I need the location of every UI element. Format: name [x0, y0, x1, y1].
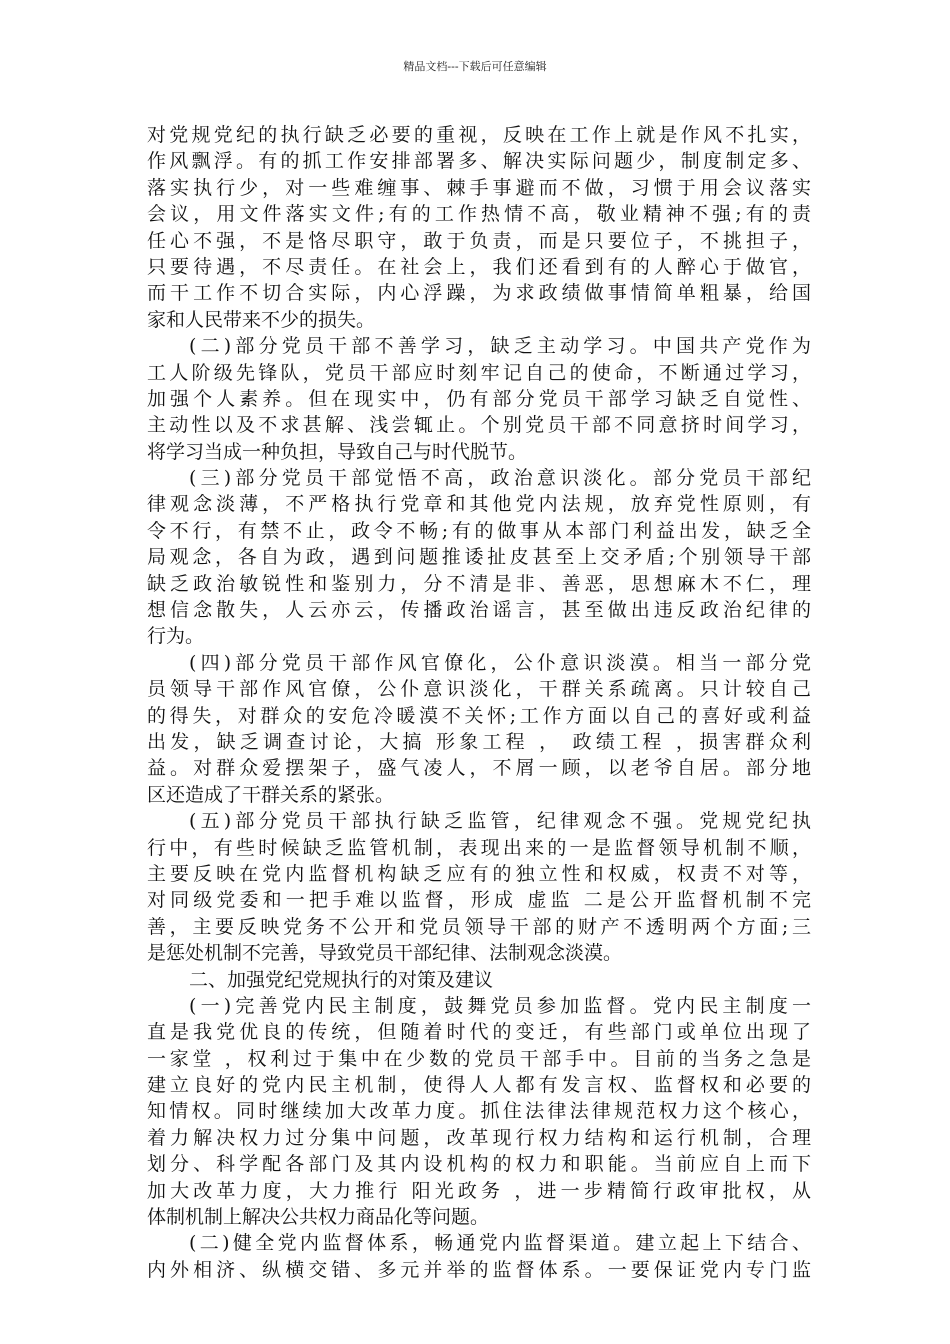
text-line: (四)部分党员干部作风官僚化，公仆意识淡漠。相当一部分党	[189, 651, 811, 674]
text-line: 缺乏政治敏锐性和鉴别力，分不清是非、善恶，思想麻木不仁，理	[147, 572, 811, 595]
text-line: 对党规党纪的执行缺乏必要的重视，反映在工作上就是作风不扎实，	[147, 124, 811, 146]
text-line: 对同级党委和一把手难以监督，形成 虚监 二是公开监督机制不完	[147, 889, 811, 912]
text-line: 落实执行少，对一些难缠事、棘手事避而不做，习惯于用会议落实	[147, 176, 811, 199]
text-line: 主要反映在党内监督机构缺乏应有的独立性和权威，权责不对等，	[147, 862, 811, 885]
text-line: 员领导干部作风官僚，公仆意识淡化，干群关系疏离。只计较自己	[147, 678, 811, 701]
page-header: 精品文档---下载后可任意编辑	[403, 60, 547, 73]
text-line: 家和人民带来不少的损失。	[147, 308, 376, 331]
text-line: 着力解决权力过分集中问题，改革现行权力结构和运行机制，合理	[147, 1126, 811, 1149]
text-line: (二)部分党员干部不善学习，缺乏主动学习。中国共产党作为	[189, 335, 811, 358]
text-line: 行为。	[147, 625, 205, 648]
text-line: 加大改革力度，大力推行 阳光政务 ，进一步精简行政审批权，从	[147, 1179, 811, 1202]
text-line: (五)部分党员干部执行缺乏监管，纪律观念不强。党规党纪执	[189, 810, 811, 833]
text-line: 局观念，各自为政，遇到问题推诿扯皮甚至上交矛盾;个别领导干部	[147, 546, 811, 569]
text-line: 划分、科学配各部门及其内设机构的权力和职能。当前应自上而下	[147, 1153, 811, 1176]
text-line: 加强个人素养。但在现实中，仍有部分党员干部学习缺乏自觉性、	[147, 387, 811, 410]
text-line: 出发，缺乏调查讨论，大搞 形象工程 ， 政绩工程 ，损害群众利	[147, 730, 811, 753]
text-line: 一家堂 ，权利过于集中在少数的党员干部手中。目前的当务之急是	[147, 1047, 811, 1070]
text-line: 二、加强党纪党规执行的对策及建议	[189, 968, 494, 991]
text-line: 善，主要反映党务不公开和党员领导干部的财产不透明两个方面;三	[147, 915, 811, 938]
text-line: (二)健全党内监督体系，畅通党内监督渠道。建立起上下结合、	[189, 1232, 811, 1255]
text-line: 体制机制上解决公共权力商品化等问题。	[147, 1206, 490, 1229]
text-line: 的得失，对群众的安危冷暖漠不关怀;工作方面以自己的喜好或利益	[147, 704, 811, 727]
text-line: 直是我党优良的传统，但随着时代的变迁，有些部门或单位出现了	[147, 1021, 811, 1044]
document-body	[147, 122, 811, 1283]
text-line: 区还造成了干群关系的紧张。	[147, 783, 395, 806]
text-line: 律观念淡薄，不严格执行党章和其他党内法规，放弃党性原则，有	[147, 493, 811, 516]
text-line: (三)部分党员干部觉悟不高，政治意识淡化。部分党员干部纪	[189, 467, 811, 490]
text-line: 是惩处机制不完善，导致党员干部纪律、法制观念淡漠。	[147, 942, 623, 965]
text-line: 作风飘浮。有的抓工作安排部署多、解决实际问题少，制度制定多、	[147, 150, 811, 173]
text-line: 工人阶级先锋队，党员干部应时刻牢记自己的使命，不断通过学习，	[147, 361, 811, 384]
text-line: 将学习当成一种负担，导致自己与时代脱节。	[147, 440, 528, 463]
text-line: 而干工作不切合实际，内心浮躁，为求政绩做事情简单粗暴，给国	[147, 282, 811, 305]
text-line: 行中，有些时候缺乏监管机制，表现出来的一是监督领导机制不顺，	[147, 836, 811, 859]
text-line: 任心不强，不是恪尽职守，敢于负责，而是只要位子，不挑担子，	[147, 229, 811, 252]
text-line: 令不行，有禁不止，政令不畅;有的做事从本部门利益出发，缺乏全	[147, 519, 811, 542]
text-line: 建立良好的党内民主机制，使得人人都有发言权、监督权和必要的	[147, 1074, 811, 1097]
text-line: 知情权。同时继续加大改革力度。抓住法律法律规范权力这个核心，	[147, 1100, 811, 1123]
text-line: 主动性以及不求甚解、浅尝辄止。个别党员干部不同意挤时间学习，	[147, 414, 811, 437]
text-line: 想信念散失，人云亦云，传播政治谣言，甚至做出违反政治纪律的	[147, 599, 811, 622]
text-line: 益。对群众爱摆架子，盛气凌人，不屑一顾，以老爷自居。部分地	[147, 757, 811, 780]
text-line: 只要待遇，不尽责任。在社会上，我们还看到有的人醉心于做官，	[147, 255, 811, 278]
text-line: (一)完善党内民主制度，鼓舞党员参加监督。党内民主制度一	[189, 994, 811, 1017]
text-line: 内外相济、纵横交错、多元并举的监督体系。一要保证党内专门监	[147, 1258, 811, 1281]
text-line: 会议，用文件落实文件;有的工作热情不高，敬业精神不强;有的责	[147, 203, 811, 226]
